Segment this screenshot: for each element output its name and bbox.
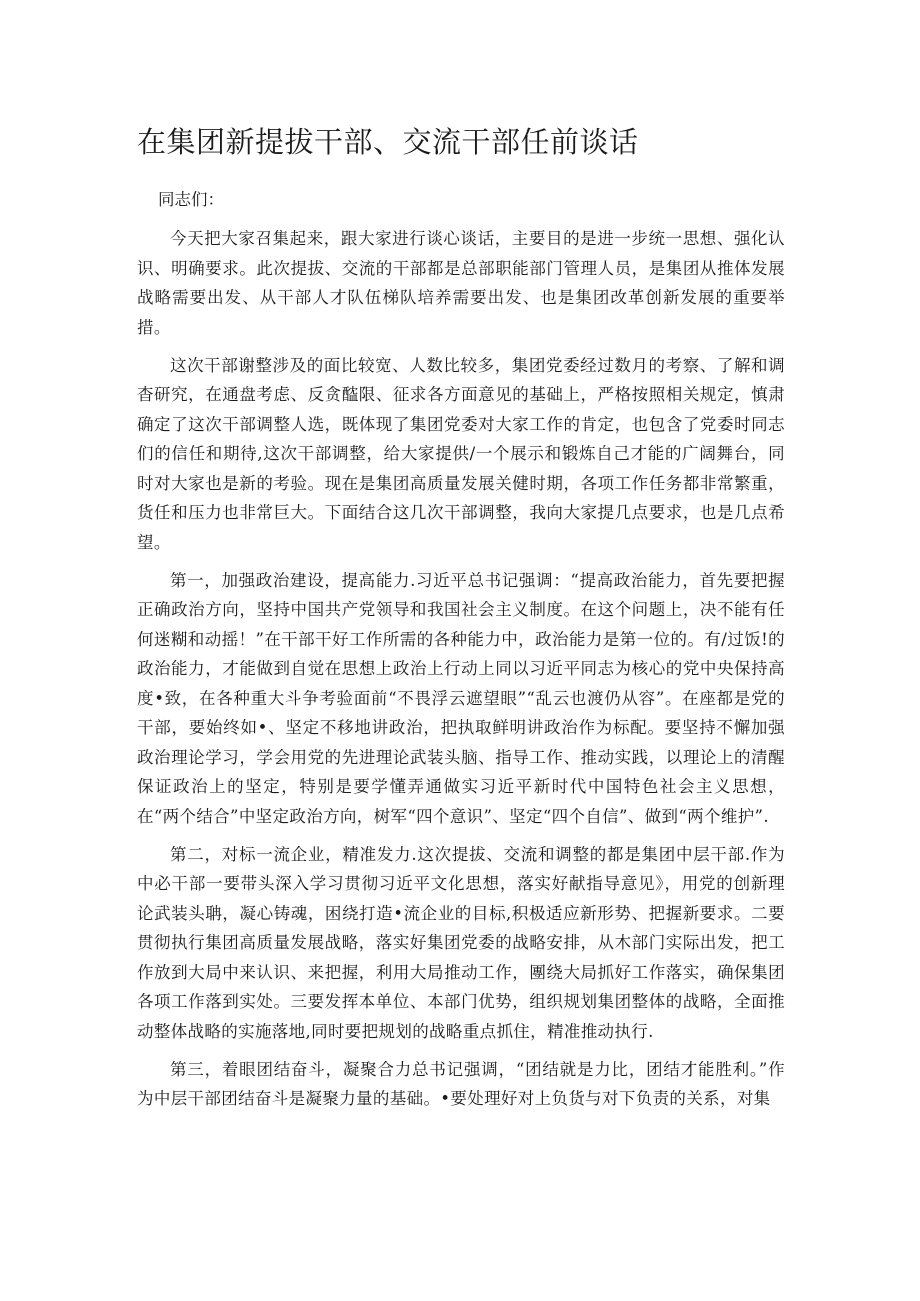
paragraph-first-point: 第一，加强政治建设，提高能力.习近平总书记强调：“提高政治能力，首先要把握正确政治方向，坚持中国共产党领导和我国社会主义制度。在这个问题上，决不能有任何迷糊和动摇！”在干部干好工作所需的各种能力中，政治能力是第一位的。有/过饭!的政治能力，才能做到自觉在思想上政治上行动上同以习近平同志为核心的党中央保持高度•致，在各种重大斗争考验面前“不畏浮云遮望眼”“乱云也渡仍从容”。在座都是党的干部，要始终如•、坚定不移地讲政治，把执取鲜明讲政治作为标配。要坚持不懈加强政治理论学习，学会用党的先进理论武装头脑、指导工作、推动实践，以理论上的清醒保证政治上的坚定，特别是要学懂弄通做实习近平新时代中国特色社会主义思想，在“两个结合”中坚定政治方向，树军“四个意识”、坚定“四个自信”、做到“两个维护”. <box>137 570 785 826</box>
paragraph-third-point: 第三，着眼团结奋斗，凝聚合力总书记强调，“团结就是力比，团结才能胜利。”作为中层干部团结奋斗是凝聚力量的基础。•要处理好对上负货与对下负责的关系，对集 <box>137 1059 785 1108</box>
paragraph-intro: 今天把大家召集起来，跟大家进行谈心谈话，主要目的是进一步统一思想、强化认识、明确要求。此次提拔、交流的干部都是总部职能部门管理人员，是集团从推体发展战略需要出发、从干部人才队伍梯队培养需要出发、也是集团改革创新发展的重要举措。 <box>137 229 785 337</box>
document-body <box>137 224 785 1122</box>
paragraph-second-point: 第二，对标一流企业，精准发力.这次提拔、交流和调整的都是集团中层干部.作为中必干部一要带头深入学习贯彻习近平文化思想，落实好献指导意见》，用党的创新理论武装头聃，凝心铸魂，困绕打造•流企业的目标,积极适应新形势、把握新要求。二要贯彻执行集团高质量发展战略，落实好集团党委的战略安排，从木部门实际出发，把工作放到大局中来认识、来把握，利用大局推动工作，團绕大局抓好工作落实，确保集团各项工作落到实处。三要发挥本单位、本部门优势，组织规划集团整体的战略，全面推动整体战略的实施落地,同时要把规划的战略重点抓住，精准推动执行. <box>137 844 785 1041</box>
paragraph-adjustment: 这次干部谢整涉及的面比较宽、人数比较多，集团党委经过数月的考察、了解和调杳研究，在通盘考虑、反贪醓限、征求各方面意见的基础上，严格按照相关规定，慎肃确定了这次干部调整人选，既体现了集团党委对大家工作的肯定，也包含了党委时同志们的信任和期待,这次干部调整，给大家提供/一个展示和锻炼自己才能的广阔舞台，同时对大家也是新的考验。现在是集团高质量发展关健时期，各项工作任务都非常繁重，货任和压力也非常巨大。下面结合这几次干部调整，我向大家提几点要求，也是几点希望。 <box>137 355 785 552</box>
salutation: 同志们： <box>158 190 224 209</box>
document-title: 在集团新提拔干部、交流干部任前谈话 <box>137 125 639 159</box>
